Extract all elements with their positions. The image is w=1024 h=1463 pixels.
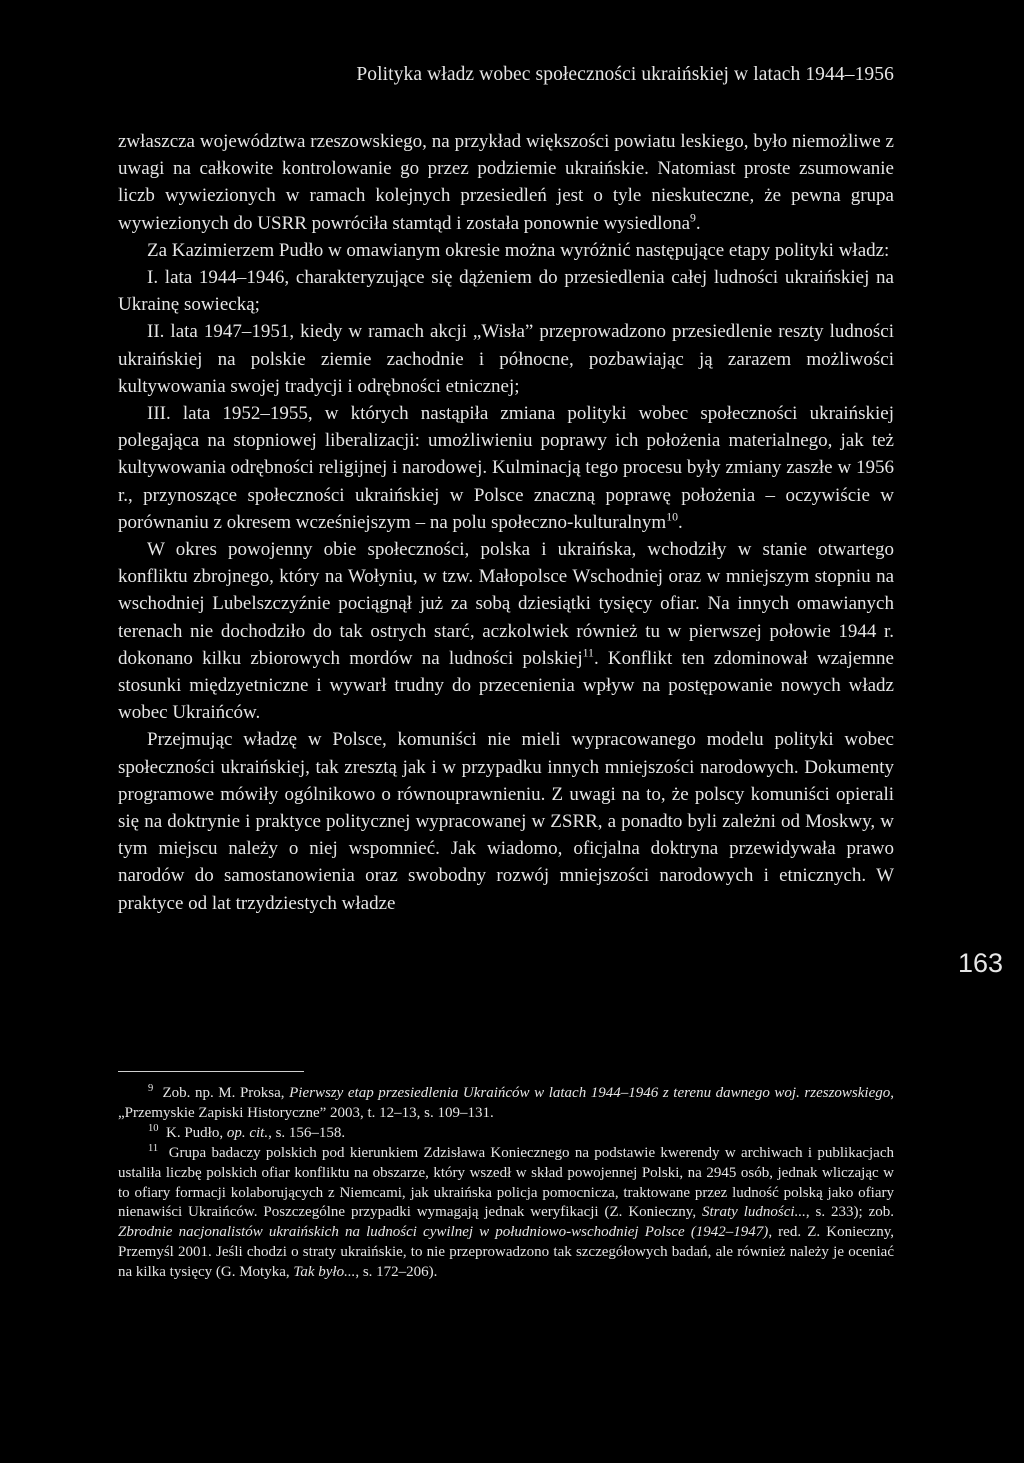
footnotes (118, 1084, 894, 1283)
paragraph-conflict: W okres powojenny obie społeczności, polska i ukraińska, wchodziły w stanie otwartego konfliktu zbrojnego, który na Wołyniu, w tzw. Małopolsce Wschodniej oraz w mniejszym stopniu na wschodniej Lubelszczyźnie pociągnął już za sobą dziesiątki tysięcy ofiar. Na innych omawianych terenach nie dochodziło do tak ostrych starć, aczkolwiek również tu w pierwszej połowie 1944 r. dokonano kilku zbiorowych mordów na ludności polskiej$^{11}$. Konflikt ten zdominował wzajemne stosunki międzyetniczne i wywarł trudny do przecenienia wpływ na postępowanie nowych władz wobec Ukraińców. (118, 539, 894, 724)
stage-2: II. lata 1947–1951, kiedy w ramach akcji „Wisła” przeprowadzono przesiedlenie reszty ludności ukraińskiej na polskie ziemie zachodnie i północne, pozbawiając ją zarazem możliwości kultywowania swojej tradycji i odrębności etnicznej; (118, 321, 894, 397)
footnote-ref-10[interactable]: 10 (666, 510, 678, 524)
footnote-divider (118, 1071, 304, 1072)
paragraph-1: zwłaszcza województwa rzeszowskiego, na przykład większości powiatu leskiego, było niemożliwe z uwagi na całkowite kontrolowanie go przez podziemie ukraińskie. Natomiast proste zsumowanie liczb wywiezionych w ramach kolejnych przesiedleń jest o tyle nieskuteczne, że pewna grupa wywiezionych do USRR powróciła stamtąd i została ponownie wysiedlona$^9$. (118, 131, 894, 234)
stage-1: I. lata 1944–1946, charakteryzujące się dążeniem do przesiedlenia całej ludności ukraińskiej na Ukrainę sowiecką; (118, 267, 894, 316)
footnote-10: $^{10}$ K. Pudło, op. cit., s. 156–158. (148, 1122, 346, 1141)
footnote-9: $^9$ Zob. np. M. Proksa, Pierwszy etap przesiedlenia Ukraińców w latach 1944–1946 z terenu dawnego woj. rzeszowskiego, „Przemyskie Zapiski Historyczne” 2003, t. 12–13, s. 109–131. (118, 1083, 894, 1121)
page-number: 163 (958, 948, 1004, 978)
footnote-ref-9[interactable]: 9 (690, 211, 696, 225)
paragraph-communists: Przejmując władzę w Polsce, komuniści nie mieli wypracowanego modelu polityki wobec społeczności ukraińskiej, tak zresztą jak i w przypadku innych mniejszości narodowych. Dokumenty programowe mówiły ogólnikowo o równouprawnieniu. Z uwagi na to, że polscy komuniści opierali się na doktrynie i praktyce politycznej wypracowanej w ZSRR, a ponadto byli zależni od Moskwy, w tym miejscu należy o niej wspomnieć. Jak wiadomo, oficjalna doktryna przewidywała prawo narodów do samostanowienia oraz swobodny rozwój mniejszości narodowych i etnicznych. W praktyce od lat trzydziestych władze (118, 729, 894, 914)
stage-3: III. lata 1952–1955, w których nastąpiła zmiana polityki wobec społeczności ukraińskiej polegająca na stopniowej liberalizacji: umożliwieniu poprawy ich położenia materialnego, jak też kultywowania odrębności religijnej i narodowej. Kulminacją tego procesu były zmiany zaszłe w 1956 r., przynoszące społeczności ukraińskiej w Polsce znaczną poprawę położenia – oczywiście w porównaniu z okresem wcześniejszym – na polu społeczno-kulturalnym$^{10}$. (118, 403, 894, 533)
footnote-11: $^{11}$ Grupa badaczy polskich pod kierunkiem Zdzisława Koniecznego na podstawie kwerendy w archiwach i publikacjach ustaliła liczbę polskich ofiar konfliktu na obszarze, który wszedł w skład powojennej Polski, na 2945 osób, jednak wliczając w to ofiary formacji kolaborujących z Niemcami, jak ukraińska policja pomocnicza, traktowane przez ludność polską jako ofiary nienawiści Ukraińców. Poszczególne przypadki wymagają jednak weryfikacji (Z. Konieczny, Straty ludności..., s. 233); zob. Zbrodnie nacjonalistów ukraińskich na ludności cywilnej w południowo-wschodniej Polsce (1942–1947), red. Z. Konieczny, Przemyśl 2001. Jeśli chodzi o straty ukraińskie, to nie przeprowadzono tak szczegółowych badań, ale również należy je oceniać na kilka tysięcy (G. Motyka, Tak było..., s. 172–206). (118, 1142, 894, 1281)
main-text (118, 128, 894, 917)
running-header: Polityka władz wobec społeczności ukraińskiej w latach 1944–1956 (356, 64, 894, 85)
footnote-ref-11[interactable]: 11 (582, 646, 594, 660)
paragraph-2: Za Kazimierzem Pudło w omawianym okresie można wyróżnić następujące etapy polityki władz: (147, 239, 890, 261)
